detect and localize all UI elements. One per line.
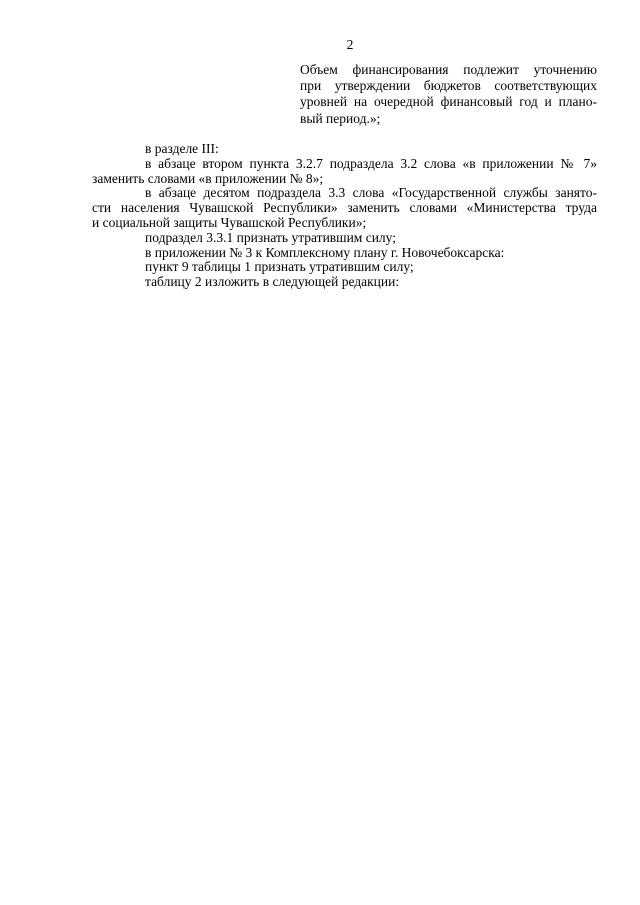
quoted-financing-note (300, 62, 597, 127)
table-2-restatement: таблицу 2 изложить в следующей редакции: (145, 274, 400, 290)
amendment-3-3-line-2: сти населения Чувашской Республики» заменить словами «Министерства труда (92, 200, 597, 216)
table-1-item-9: пункт 9 таблицы 1 признать утратившим силу; (145, 259, 414, 275)
quote-line-2: при утверждении бюджетов соответствующих (300, 78, 597, 94)
amendment-body (92, 142, 597, 290)
quote-line-4: вый период.»; (300, 110, 381, 126)
amendment-3-2-7-line-2: заменить словами «в приложении № 8»; (92, 170, 324, 186)
appendix-3-heading: в приложении № 3 к Комплексному плану г. Новочебоксарска: (145, 244, 505, 260)
quote-line-1: Объем финансирования подлежит уточнению (300, 62, 597, 77)
amendment-3-3-line-1: в абзаце десятом подраздела 3.3 слова «Государственной службы занято- (145, 185, 597, 201)
quote-line-3: уровней на очередной финансовый год и плано- (300, 94, 597, 110)
amendment-3-2-7-line-1: в абзаце втором пункта 3.2.7 подраздела 3.2 слова «в приложении № 7» (145, 155, 597, 171)
amendment-3-3-1: подраздел 3.3.1 признать утратившим силу; (145, 229, 396, 245)
amendment-3-3-line-3: и социальной защиты Чувашской Республики»; (92, 214, 367, 230)
section-iii-heading: в разделе III: (145, 141, 219, 156)
page-number: 2 (346, 37, 354, 52)
